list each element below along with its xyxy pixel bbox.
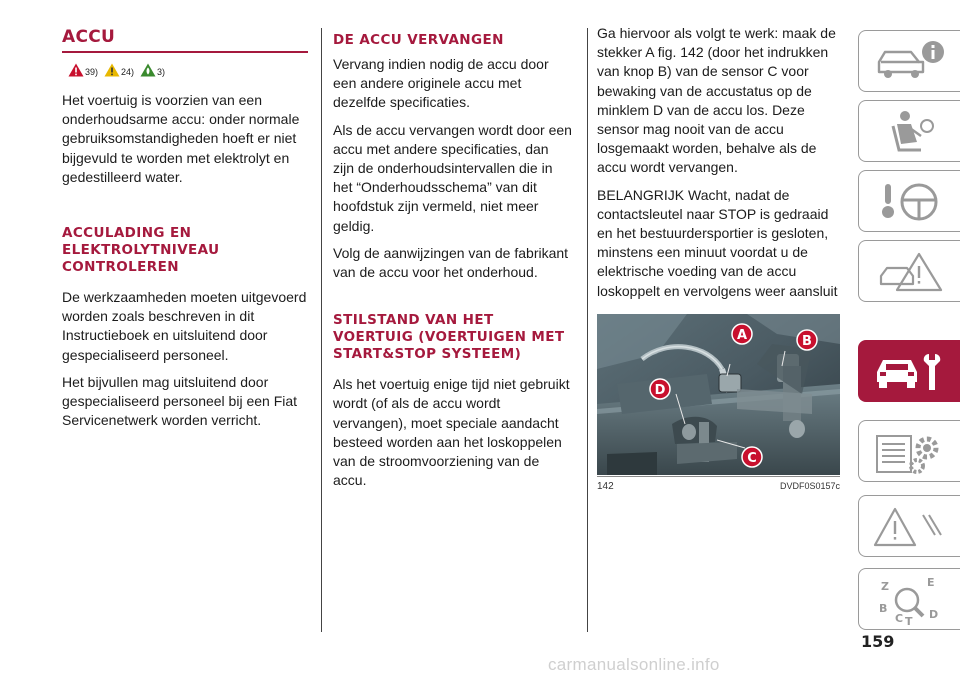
section-title-vervangen: DE ACCU VERVANGEN (333, 32, 504, 48)
svg-text:A: A (736, 328, 748, 343)
airbag-person-icon (871, 106, 951, 158)
warning-ref-label: 39) (85, 67, 99, 77)
warning-triangle-icon (871, 501, 951, 553)
warning-ref-label: 3) (157, 67, 166, 77)
svg-text:B: B (802, 334, 812, 349)
warning-references (62, 61, 308, 77)
svg-text:C: C (895, 612, 904, 625)
important-paragraph: BELANGRIJK Wacht, nadat de contactsleutel naar STOP is gedraaid en het bestuurdersportier is gesloten, minstens een minuut voordat u de elektrische voeding van de accu loskoppelt en vervolgens weer aansluit (597, 186, 838, 299)
warning-triangle-icon (68, 63, 84, 77)
svg-text:T: T (905, 615, 913, 626)
page-number: 159 (861, 632, 895, 651)
section-title-accu: ACCU (62, 27, 116, 47)
figure-label-d (650, 379, 670, 399)
battery-photo-illustration (597, 314, 840, 475)
acculading-paragraph-1: De werkzaamheden moeten uitgevoerd worden zoals beschreven in dit Instructieboek en uitsluitend door gespecialiseerd personeel. (62, 289, 307, 363)
figure-label-a (732, 324, 752, 344)
acculading-paragraph-2: Het bijvullen mag uitsluitend door gespecialiseerd personeel bij een Fiat Servicenetwerk worden verricht. (62, 373, 298, 429)
title-rule (62, 51, 308, 53)
environment-triangle-icon (140, 63, 156, 77)
watermark: carmanualsonline.info (548, 655, 720, 674)
svg-text:C: C (747, 451, 757, 466)
figure-caption-rule (597, 476, 840, 477)
tab-emergency[interactable] (858, 240, 960, 302)
car-warning-icon (871, 246, 951, 298)
alphabetical-index-icon (871, 574, 951, 626)
vervangen-paragraph-1: Vervang indien nodig de accu door een andere originele accu met dezelfde specificaties. (333, 56, 549, 111)
procedure-paragraph: Ga hiervoor als volgt te werk: maak de stekker A fig. 142 (door het indrukken van knop B) van de sensor C voor bewaking van de accustatus op de minklem D van de accu los. Deze sensor mag nooit van de accu losgemaakt worden, behalve als de accu wordt vervangen. (597, 25, 836, 176)
svg-text:D: D (929, 608, 939, 621)
tab-index[interactable] (858, 568, 960, 630)
vervangen-paragraph-3: Volg de aanwijzingen van de fabrikant van de accu voor het onderhoud. (333, 244, 569, 281)
steering-wheel-icon (871, 176, 951, 228)
column-divider-1 (321, 28, 322, 632)
svg-text:Z: Z (881, 580, 889, 593)
vervangen-paragraph-2: Als de accu vervangen wordt door een accu met andere specificaties, dan zijn de onderhoudsintervallen die in het “Onderhoudsschema” van dit hoofdstuk zijn vermeld, niet meer geldig. (333, 121, 572, 234)
tab-driving[interactable] (858, 170, 960, 232)
section-title-stilstand: STILSTAND VAN HET VOERTUIG (VOERTUIGEN MET START&STOP SYSTEEM) (333, 312, 565, 363)
svg-text:E: E (927, 576, 935, 589)
section-title-acculading: ACCULADING EN ELEKTROLYTNIVEAU CONTROLEREN (62, 225, 220, 276)
car-maintenance-icon (871, 346, 951, 398)
column-divider-2 (587, 28, 588, 632)
warning-ref-green[interactable] (140, 63, 165, 77)
column-2 (333, 28, 573, 490)
tab-specifications[interactable] (858, 420, 960, 482)
column-3 (597, 25, 840, 301)
warning-ref-red[interactable] (68, 63, 98, 77)
car-info-icon (871, 36, 951, 88)
figure-reference-code: DVDF0S0157c (779, 481, 840, 491)
warning-ref-label: 24) (121, 67, 135, 77)
battery-figure (597, 314, 840, 475)
warning-ref-yellow[interactable] (104, 63, 134, 77)
svg-text:B: B (879, 602, 888, 615)
intro-paragraph: Het voertuig is voorzien van een onderhoudsarme accu: onder normale gebruiksomstandigheden hoeft er niet bijgevuld te worden met elektrolyt en gedestilleerd water. (62, 92, 300, 185)
figure-number: 142 (597, 481, 614, 492)
figure-label-b (797, 330, 817, 350)
tab-maintenance-active[interactable] (858, 340, 960, 402)
tab-warnings[interactable] (858, 495, 960, 557)
svg-text:D: D (654, 383, 666, 398)
tab-car-info[interactable] (858, 30, 960, 92)
column-1 (62, 28, 308, 430)
tab-safety[interactable] (858, 100, 960, 162)
stilstand-paragraph-1: Als het voertuig enige tijd niet gebruikt wordt (of als de accu wordt vervangen), moet speciale aandacht besteed worden aan het loskoppelen van de stroomvoorziening van de accu. (333, 376, 570, 489)
specifications-gear-icon (871, 426, 951, 478)
warning-triangle-icon (104, 63, 120, 77)
figure-label-c (742, 447, 762, 467)
